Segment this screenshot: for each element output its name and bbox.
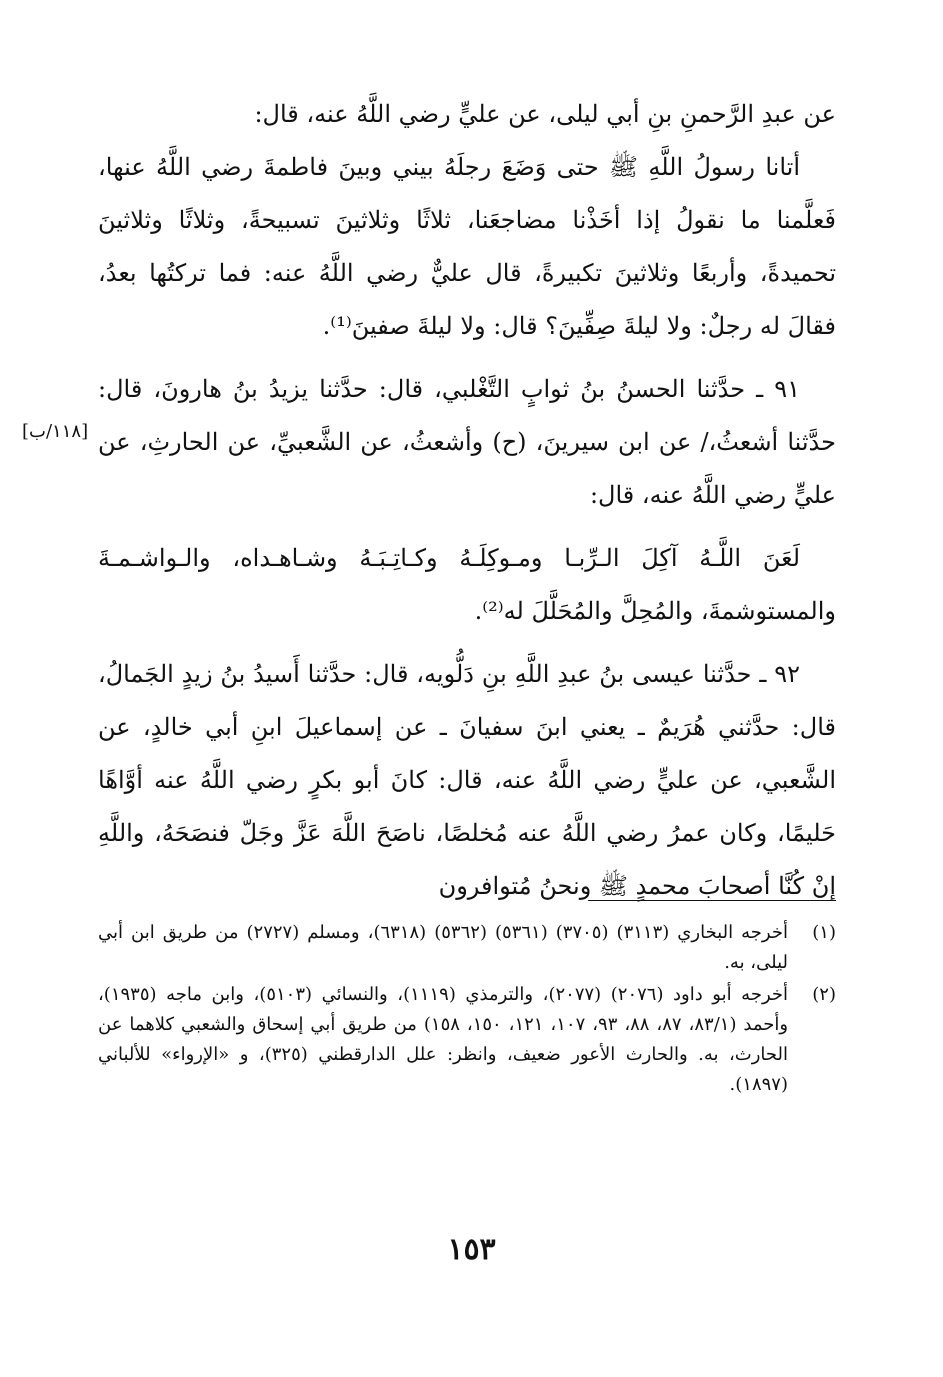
footnote-2 [98, 980, 836, 1100]
paragraph-hadith-tasbih: أتانا رسولُ اللَّهِ ﷺ حتى وَضَعَ رجلَهُ بيني وبينَ فاطمةَ رضي اللَّهُ عنها، فَعلَّمنا ما نقولُ إذا أخَذْنا مضاجعَنا، ثلاثًا وثلاثينَ تسبيحةً، وثلاثًا وثلاثينَ تحميدةً، وأربعًا وثلاثينَ تكبيرةً، قال عليٌّ رضي اللَّهُ عنه: فما تركتُها بعدُ، فقالَ له رجلٌ: ولا ليلةَ صِفِّينَ؟ قال: ولا ليلةَ صفينَ⁽¹⁾. [98, 153, 836, 340]
footnote-number: (١) [812, 922, 836, 943]
footnote-text: أخرجه البخاري (٣١١٣) (٣٧٠٥) (٥٣٦١) (٥٣٦٢) (٦٣١٨)، ومسلم (٢٧٢٧) من طريق ابن أبي ليلى، به. [98, 922, 788, 973]
footnotes-block [98, 918, 836, 1102]
main-text-block [98, 88, 836, 913]
footnote-text: أخرجه أبو داود (٢٠٧٦) (٢٠٧٧)، والترمذي (١١١٩)، والنسائي (٥١٠٣)، وابن ماجه (١٩٣٥)، وأحمد (٨٣/١، ٨٧، ٨٨، ٩٣، ١٠٧، ١٢١، ١٥٠، ١٥٨) من طريق أبي إسحاق والشعبي كلاهما عن الحارث، به. والحارث الأعور ضعيف، وانظر: علل الدارقطني (٣٢٥)، و «الإرواء» للألباني (١٨٩٧). [98, 984, 789, 1095]
footnote-number: (٢) [812, 984, 836, 1005]
paragraph-hadith-92: ٩٢ ـ حدَّثنا عيسى بنُ عبدِ اللَّهِ بنِ دَلُّويه، قال: حدَّثنا أَسيدُ بنُ زيدٍ الجَمالُ، قال: حدَّثني هُرَيمٌ ـ يعني ابنَ سفيانَ ـ عن إسماعيلَ ابنِ أبي خالدٍ، عن الشَّعبي، عن عليٍّ رضي اللَّهُ عنه، قال: كانَ أبو بكرٍ رضي اللَّهُ عنه أوَّاهًا حَليمًا، وكان عمرُ رضي اللَّهُ عنه مُخلصًا، ناصَحَ اللَّهَ عَزَّ وجَلّ فنصَحَهُ، واللَّهِ إنْ كُنَّا أصحابَ محمدٍ ﷺ ونحنُ مُتوافرون [98, 660, 836, 900]
footnote-separator [588, 900, 836, 901]
paragraph-hadith-91-matn: لَعَنَ اللَّـهُ آكِلَ الـرِّبـا ومـوكِلَـهُ وكـاتِـبَـهُ وشـاهـداه، والـواشـمـةَ والمستوشمةَ، والمُحِلَّ والمُحَلَّلَ له⁽²⁾. [98, 544, 836, 625]
manuscript-folio-note: [١١٨/ب] [22, 421, 89, 442]
paragraph-hadith-91: ٩١ ـ حدَّثنا الحسنُ بنُ ثوابٍ التَّغْلبي، قال: حدَّثنا يزيدُ بنُ هارونَ، قال: حدَّثنا أشعثُ،/ عن ابن سيرينَ، (ح) وأشعثُ، عن الشَّعبيِّ، عن الحارثِ، عن عليٍّ رضي اللَّهُ عنه، قال: [98, 375, 836, 509]
page-number: ١٥٣ [447, 1232, 496, 1267]
footnote-1 [98, 918, 836, 978]
paragraph-isnad-intro: عن عبدِ الرَّحمنِ بنِ أبي ليلى، عن عليٍّ رضي اللَّهُ عنه، قال: [254, 100, 836, 128]
